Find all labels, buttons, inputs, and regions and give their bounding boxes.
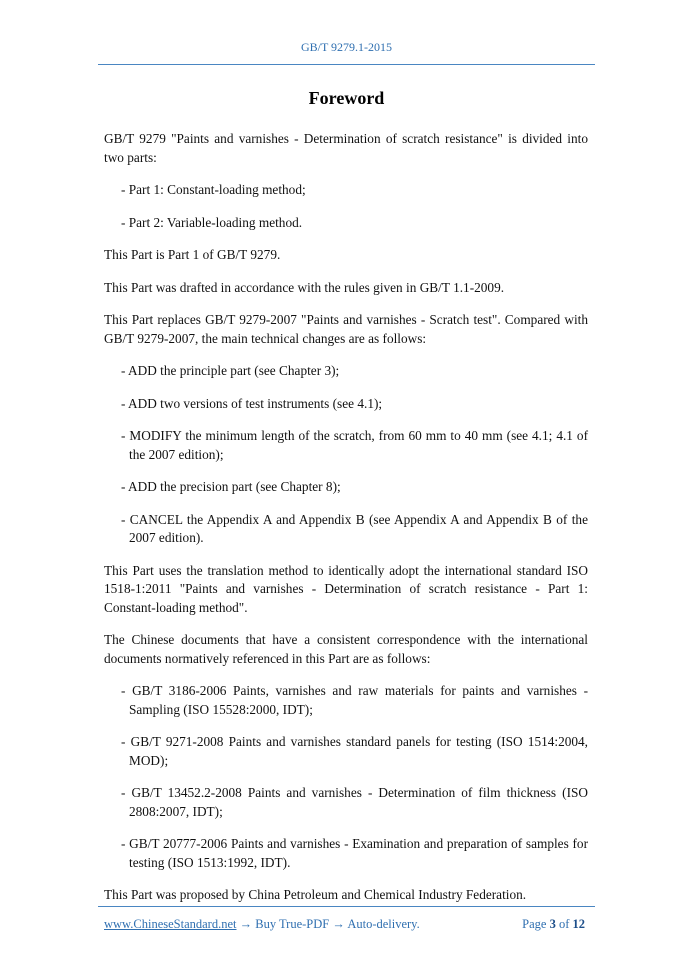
- page-indicator: [522, 917, 585, 932]
- paragraph-correspondence: The Chinese documents that have a consistent correspondence with the international documents normatively referenced in this Part are as follows:: [104, 632, 588, 666]
- paragraph-intro: GB/T 9279 "Paints and varnishes - Determination of scratch resistance" is divided into two parts:: [104, 131, 588, 165]
- list-item-change: - ADD two versions of test instruments (see 4.1);: [121, 395, 383, 411]
- page-label: Page: [522, 917, 547, 931]
- list-item-part-2: - Part 2: Variable-loading method.: [121, 214, 303, 230]
- paragraph-part-statement: This Part is Part 1 of GB/T 9279.: [104, 247, 281, 262]
- footer-divider: [98, 906, 595, 907]
- list-item-reference: - GB/T 13452.2-2008 Paints and varnishes - Determination of film thickness (ISO 2808:2007, IDT);: [121, 785, 588, 819]
- list-item-change: - ADD the principle part (see Chapter 3);: [121, 363, 340, 378]
- paragraph-proposed-by: This Part was proposed by China Petroleum and Chemical Industry Federation.: [104, 887, 527, 902]
- paragraph-replaces: This Part replaces GB/T 9279-2007 "Paints and varnishes - Scratch test". Compared with GB/T 9279-2007, the main technical changes are as follows:: [104, 312, 588, 346]
- foreword-body: [104, 130, 588, 919]
- list-item-reference: - GB/T 20777-2006 Paints and varnishes - Examination and preparation of samples for testing (ISO 1513:1992, IDT).: [121, 836, 588, 870]
- list-item-part-1: - Part 1: Constant-loading method;: [121, 182, 306, 197]
- paragraph-drafting-rules: This Part was drafted in accordance with the rules given in GB/T 1.1-2009.: [104, 279, 505, 295]
- document-code-header: GB/T 9279.1-2015: [300, 40, 393, 54]
- buy-pdf-link[interactable]: Buy True-PDF: [255, 917, 330, 931]
- list-item-change: - MODIFY the minimum length of the scratch, from 60 mm to 40 mm (see 4.1; 4.1 of the 2007 edition);: [121, 428, 588, 462]
- site-link[interactable]: www.ChineseStandard.net: [104, 917, 237, 931]
- page-total: 12: [572, 917, 585, 931]
- arrow-right-icon: →: [239, 917, 253, 931]
- list-item-change: - ADD the precision part (see Chapter 8);: [121, 479, 341, 494]
- list-item-reference: - GB/T 9271-2008 Paints and varnishes standard panels for testing (ISO 1514:2004, MOD);: [121, 734, 588, 768]
- page-current: 3: [549, 917, 556, 931]
- paragraph-translation-method: This Part uses the translation method to identically adopt the international standard ISO 1518-1:2011 "Paints and varnishes - Determination of scratch resistance - Part 1: Constant-loading method".: [104, 562, 588, 615]
- header-divider: [98, 64, 595, 65]
- footer-links: [104, 917, 420, 932]
- list-item-change: - CANCEL the Appendix A and Appendix B (see Appendix A and Appendix B of the 2007 edition).: [121, 511, 588, 545]
- page-of-label: of: [558, 917, 570, 931]
- page-title: Foreword: [308, 88, 385, 108]
- list-item-reference: - GB/T 3186-2006 Paints, varnishes and raw materials for paints and varnishes - Sampling (ISO 15528:2000, IDT);: [121, 683, 588, 717]
- auto-delivery-text: Auto-delivery.: [347, 917, 420, 931]
- arrow-right-icon: →: [332, 917, 345, 931]
